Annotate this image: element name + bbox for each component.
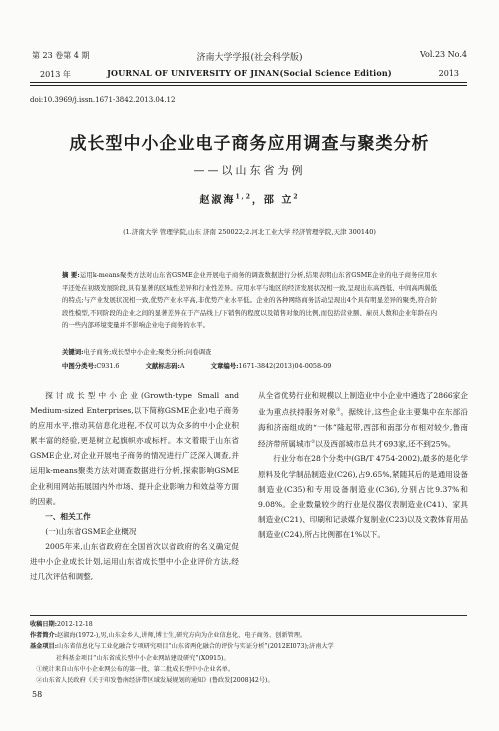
author-2-affil: 2: [293, 193, 300, 201]
page-number: 58: [32, 690, 43, 699]
industry-paragraph: 行业分布在28个分类中(GB/T 4754-2002),最多的是化学原料及化学制品制造业(C26),占9.65%,紧随其后的是通用设备制造业(C35)和专用设备制造业(C36),分别占比9.37%和9.08%。企业数量较少的行业是仪器仪表制造业(C41)、家具制造业(C21)、印刷和记录媒介复制业(C23)以及文教体育用品制造业(C24),所占比例都在1%以下。: [258, 454, 468, 539]
footnote-1: ①统计来自山东中小企业网公布的第一批、第二批成长型中小企业名单。: [36, 665, 235, 673]
header-journal-en: JOURNAL OF UNIVERSITY OF JINAN(Social Science Edition): [107, 68, 392, 78]
fund-project: [30, 641, 467, 652]
author-line: [0, 191, 499, 206]
fund-label: 基金项目:: [30, 643, 58, 651]
paper-subtitle: ——以山东省为例: [193, 164, 306, 177]
affiliation: (1.济南大学 管理学院,山东 济南 250022;2.河北工业大学 经济管理学院,天津 300140): [123, 228, 376, 236]
author-2: 邵 立: [263, 195, 294, 206]
doc-code-label: 文献标志码:: [145, 362, 180, 370]
header-volume-issue-en: Vol.23 No.4: [420, 50, 467, 59]
footnote-rule: [30, 615, 467, 616]
keywords: [62, 347, 437, 356]
doc-code: A: [179, 362, 185, 370]
continued-text-a: 从全省优势行业和规模以上制造业中小企业中遴选了2866家企业为重点扶持服务对象: [258, 391, 468, 417]
clc-label: 中图分类号:: [62, 362, 97, 370]
received-value: 2012-12-18: [57, 621, 93, 628]
keywords-text: 电子商务;成长型中小企业;聚类分析;问卷调查: [83, 348, 212, 356]
continued-text-c: 以及西部城市总共才693家,还不到25%。: [315, 439, 456, 449]
doi: doi:10.3969/j.issn.1671-3842.2013.04.12: [30, 96, 176, 104]
continued-paragraph: [258, 388, 468, 451]
keywords-label: 关键词:: [62, 348, 84, 356]
right-column: [258, 388, 468, 542]
header-year-right: 2013: [438, 69, 459, 78]
author-bio-text: 赵淑海(1972-),男,山东金乡人,讲师,博士生,研究方向为企业信息化、电子商务、创新管理。: [57, 632, 307, 640]
header-year: 2013 年: [40, 70, 71, 79]
section-heading: 一、相关工作: [45, 511, 91, 521]
article-number: 1671-3842(2013)04-0058-09: [238, 362, 332, 370]
clc-code: C931.6: [96, 362, 120, 370]
header-volume-issue: 第 23 卷第 4 期: [32, 51, 90, 60]
footnote-2: ②山东省人民政府《关于印发鲁南经济带区域发展规划的通知》(鲁政发[2008]42号)。: [36, 677, 274, 685]
left-column: [30, 388, 239, 584]
abstract-label: 摘 要:: [62, 271, 80, 279]
author-bio-label: 作者简介:: [30, 632, 58, 640]
author-1: 赵淑海: [199, 195, 236, 206]
author-1-affil: 1,2: [235, 193, 252, 201]
footnote-ref-1: ①: [336, 408, 341, 414]
footnote-ref-2: ②: [311, 439, 316, 445]
article-number-label: 文章编号:: [210, 362, 239, 370]
paper-title: 成长型中小企业电子商务应用调查与聚类分析: [69, 134, 430, 154]
header-rule: [30, 82, 467, 83]
continued-text-b: 。据统计,这些企业主要集中在东部沿海和济南组成的“一体”隆起带,西部和南部分布相对较少,鲁南经济带所属城市: [258, 407, 469, 449]
abstract-text: 运用k-means聚类方法对山东省GSME企业开展电子商务的调查数据进行分析,结果表明山东省GSME企业的电子商务应用水平还处在初级发展阶段,具有显著的区域性差异和行业性差异。应用水平与地区的经济发展状况相一致,呈现出东高西低、中间高两翼低的特点;与产业发展状况相一致,优势产业水平高,非优势产业水平低。企业的各种网络商务活动呈现出4个具有明显差异的聚类,符合阶段性模型,不同阶段的企业之间的显著差异在于产品线上/下销售的程度以及销售对象的比例,而包括营业额、雇员人数和企业年龄在内的一些内部环境变量并不影响企业电子商务的水平。: [62, 271, 437, 330]
author-bio: [30, 630, 467, 641]
author-separator: ，: [251, 195, 264, 206]
received-label: 收稿日期:: [30, 621, 58, 628]
header-journal-cn: 济南大学学报(社会科学版): [196, 53, 303, 63]
classification-line: [62, 361, 437, 370]
received-date: [30, 619, 467, 630]
intro-paragraph: 探讨成长型中小企业(Growth-type Small and Medium-sized Enterprises,以下简称GSME企业)电子商务的应用水平,推动其信息化进程,不仅可以为众多的中小企业积累丰富的经验,更是树立起旗帜亦或标杆。本文着眼于山东省GSME企业,对企业开展电子商务的情况进行广泛深入调查,并运用k-means聚类方法对调查数据进行分析,探索影响GSME企业利用网站拓展国内外市场、提升企业影响力和效益等方面的因素。: [30, 391, 239, 506]
fund-project-cont: 社科基金项目“山东省成长型中小企业网站建设研究”(X0915)。: [56, 654, 230, 662]
abstract: [62, 269, 437, 332]
fund-text-1: 山东省信息化与工业化融合专项研究项目“山东省两化融合的评价与实证分析”(2012EI073);济南大学: [57, 643, 334, 651]
header-rule-thin: [30, 85, 467, 86]
footnotes: [30, 619, 467, 686]
section-paragraph: 2005年来,山东省政府在全国首次以省政府的名义确定促进中小企业成长计划,运用山东省成长型中小企业评价方法,经过几次评估和调整,: [30, 541, 239, 582]
subsection-heading: (一)山东省GSME企业概况: [45, 526, 137, 536]
